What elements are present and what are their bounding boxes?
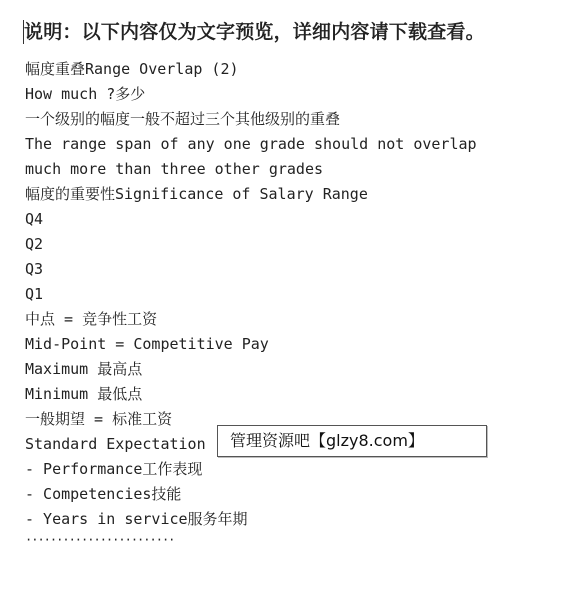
text-line: Q1 <box>25 285 44 303</box>
text-line: - Competencies技能 <box>25 485 182 503</box>
text-line: 一个级别的幅度一般不超过三个其他级别的重叠 <box>25 110 341 128</box>
text-line: Mid-Point = Competitive Pay <box>25 335 269 353</box>
text-line: The range span of any one grade should not overlap <box>25 135 477 153</box>
text-line: Q3 <box>25 260 44 278</box>
text-line: much more than three other grades <box>25 160 324 178</box>
text-line: 幅度的重要性Significance of Salary Range <box>25 185 368 203</box>
text-line: Standard Expectation <box>25 435 206 453</box>
text-line: - Years in service服务年期 <box>25 510 248 528</box>
watermark-label: 管理资源吧【glzy8.com】 <box>217 425 487 457</box>
preview-notice: 说明：以下内容仅为文字预览，详细内容请下载查看。 <box>24 21 485 43</box>
text-line: How much ?多少 <box>25 85 146 103</box>
text-line: 一般期望 = 标准工资 <box>25 410 173 428</box>
text-line: Q4 <box>25 210 44 228</box>
document-body <box>25 57 477 532</box>
text-line: Minimum 最低点 <box>25 385 143 403</box>
ellipsis-dots: ························ <box>25 533 175 547</box>
text-line: Maximum 最高点 <box>25 360 143 378</box>
text-line: 幅度重叠Range Overlap (2) <box>25 60 239 78</box>
text-line: Q2 <box>25 235 44 253</box>
text-line: 中点 = 竞争性工资 <box>25 310 158 328</box>
text-line: - Performance工作表现 <box>25 460 203 478</box>
